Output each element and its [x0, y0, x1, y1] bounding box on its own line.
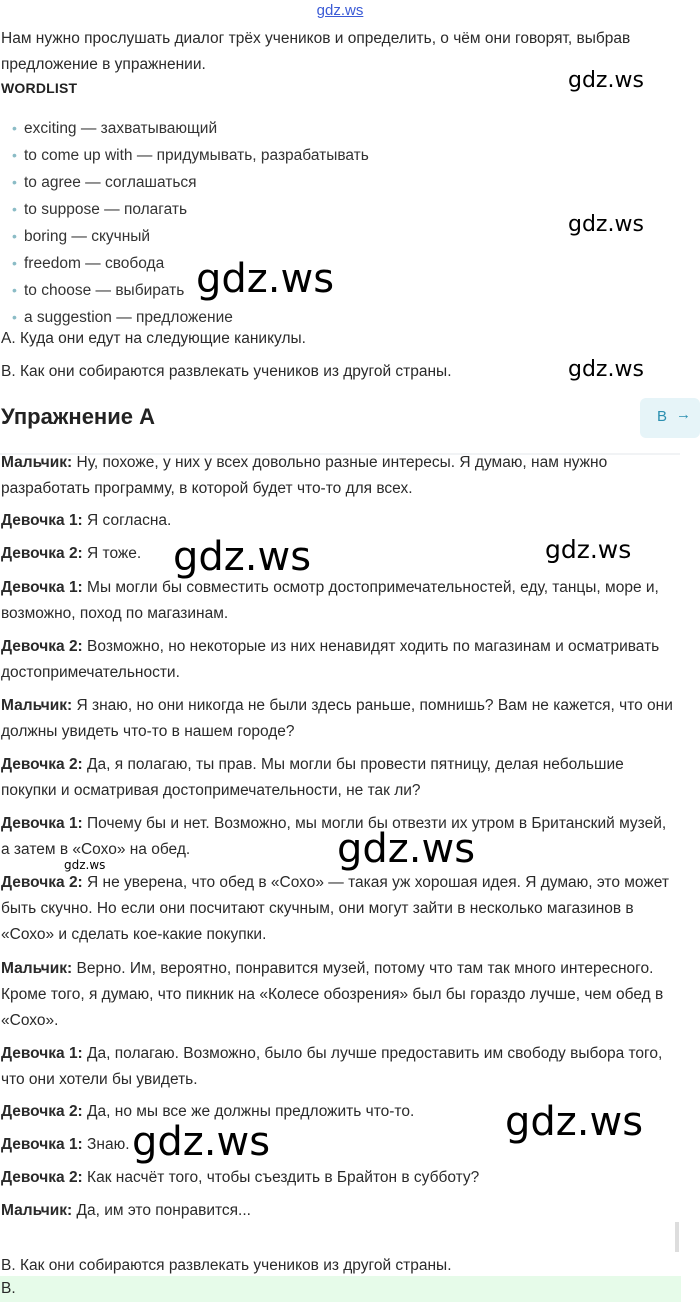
scrollbar-thumb[interactable]	[675, 1222, 679, 1252]
arrow-right-icon: →	[676, 406, 691, 423]
watermark: gdz.ws	[196, 256, 335, 302]
wordlist-item: • a suggestion — предложение	[12, 304, 369, 331]
wordlist-item: • boring — скучный	[12, 223, 369, 250]
line-text: Мы могли бы совместить осмотр достопримечательностей, еду, танцы, море и, возможно, поход по магазинам.	[1, 579, 659, 622]
watermark: gdz.ws	[505, 1099, 644, 1145]
wordlist-item: • to agree — соглашаться	[12, 169, 369, 196]
option-a: A. Куда они едут на следующие каникулы.	[1, 330, 306, 347]
conclusion-text: B. Как они собираются развлекать учеников из другой страны.	[1, 1257, 452, 1274]
dialogue-line	[1, 1165, 676, 1191]
speaker: Девочка 1:	[1, 815, 83, 832]
dialogue-line	[1, 693, 676, 745]
wordlist-item: • exciting — захватывающий	[12, 115, 369, 142]
speaker: Девочка 2:	[1, 756, 83, 773]
wordlist-item: • to come up with — придумывать, разрабатывать	[12, 142, 369, 169]
dialogue-line	[1, 450, 676, 502]
watermark: gdz.ws	[132, 1119, 271, 1165]
speaker: Мальчик:	[1, 1202, 73, 1219]
exercise-title: Упражнение A	[1, 404, 155, 429]
watermark: gdz.ws	[64, 858, 106, 872]
line-text: Как насчёт того, чтобы съездить в Брайтон в субботу?	[82, 1169, 480, 1186]
dialogue-line	[1, 752, 676, 804]
speaker: Мальчик:	[1, 697, 73, 714]
dialogue-line	[1, 508, 676, 534]
line-text: Да, полагаю. Возможно, было бы лучше предоставить им свободу выбора того, что они хотели бы увидеть.	[1, 1045, 663, 1088]
wordlist-item: • to choose — выбирать	[12, 277, 369, 304]
dialogue-line	[1, 956, 676, 1034]
watermark: gdz.ws	[568, 212, 644, 237]
wordlist-item: • to suppose — полагать	[12, 196, 369, 223]
answer-box: B.	[0, 1276, 681, 1302]
speaker: Мальчик:	[1, 960, 73, 977]
speaker: Девочка 1:	[1, 1136, 83, 1153]
wordlist-title: WORDLIST	[1, 80, 78, 96]
wordlist-item: • freedom — свобода	[12, 250, 369, 277]
tab-label: B	[657, 408, 668, 425]
dialogue-line	[1, 575, 676, 627]
watermark: gdz.ws	[568, 357, 644, 382]
line-text: Да, но мы все же должны предложить что-то.	[82, 1103, 415, 1120]
line-text: Знаю.	[82, 1136, 130, 1153]
line-text: Да, им это понравится...	[72, 1202, 251, 1219]
line-text: Я тоже.	[82, 545, 142, 562]
line-text: Возможно, но некоторые из них ненавидят ходить по магазинам и осматривать достопримечательности.	[1, 638, 660, 681]
watermark: gdz.ws	[337, 826, 476, 872]
line-text: Я знаю, но они никогда не были здесь раньше, помнишь? Вам не кажется, что они должны увидеть что-то в нашем городе?	[1, 697, 673, 740]
line-text: Да, я полагаю, ты прав. Мы могли бы провести пятницу, делая небольшие покупки и осматривая достопримечательности, не так ли?	[1, 756, 624, 799]
dialogue-line	[1, 870, 676, 948]
speaker: Девочка 1:	[1, 579, 83, 596]
speaker: Мальчик:	[1, 454, 73, 471]
speaker: Девочка 2:	[1, 638, 83, 655]
line-text: Ну, похоже, у них у всех довольно разные интересы. Я думаю, нам нужно разработать программу, в которой будет что-то для всех.	[1, 454, 608, 497]
speaker: Девочка 2:	[1, 874, 83, 891]
line-text: Почему бы и нет. Возможно, мы могли бы отвезти их утром в Британский музей, а затем в «Сохо» на обед.	[1, 815, 667, 858]
line-text: Я согласна.	[82, 512, 172, 529]
speaker: Девочка 1:	[1, 1045, 83, 1062]
intro-text: Нам нужно прослушать диалог трёх учеников и определить, о чём они говорят, выбрав предложение в упражнении.	[1, 30, 631, 73]
dialogue-line	[1, 1198, 676, 1224]
line-text: Я не уверена, что обед в «Сохо» — такая уж хорошая идея. Я думаю, это может быть скучно. Но если они посчитают скучным, они могут зайти в несколько магазинов в «Сохо» и сделать кое-какие покупки.	[1, 874, 669, 943]
speaker: Девочка 2:	[1, 545, 83, 562]
line-text: Верно. Им, вероятно, понравится музей, потому что там так много интересного. Кроме того, я думаю, что пикник на «Колесе обозрения» был бы гораздо лучше, чем обед в «Сохо».	[1, 960, 664, 1029]
top-watermark-link[interactable]: gdz.ws	[316, 2, 364, 19]
option-b: B. Как они собираются развлекать учеников из другой страны.	[1, 363, 452, 380]
speaker: Девочка 1:	[1, 512, 83, 529]
watermark: gdz.ws	[568, 68, 644, 93]
dialogue-line	[1, 1041, 676, 1093]
speaker: Девочка 2:	[1, 1103, 83, 1120]
tab-exercise-b[interactable]	[640, 398, 700, 438]
speaker: Девочка 2:	[1, 1169, 83, 1186]
dialogue-line	[1, 634, 676, 686]
watermark: gdz.ws	[545, 535, 632, 564]
watermark: gdz.ws	[173, 534, 312, 580]
